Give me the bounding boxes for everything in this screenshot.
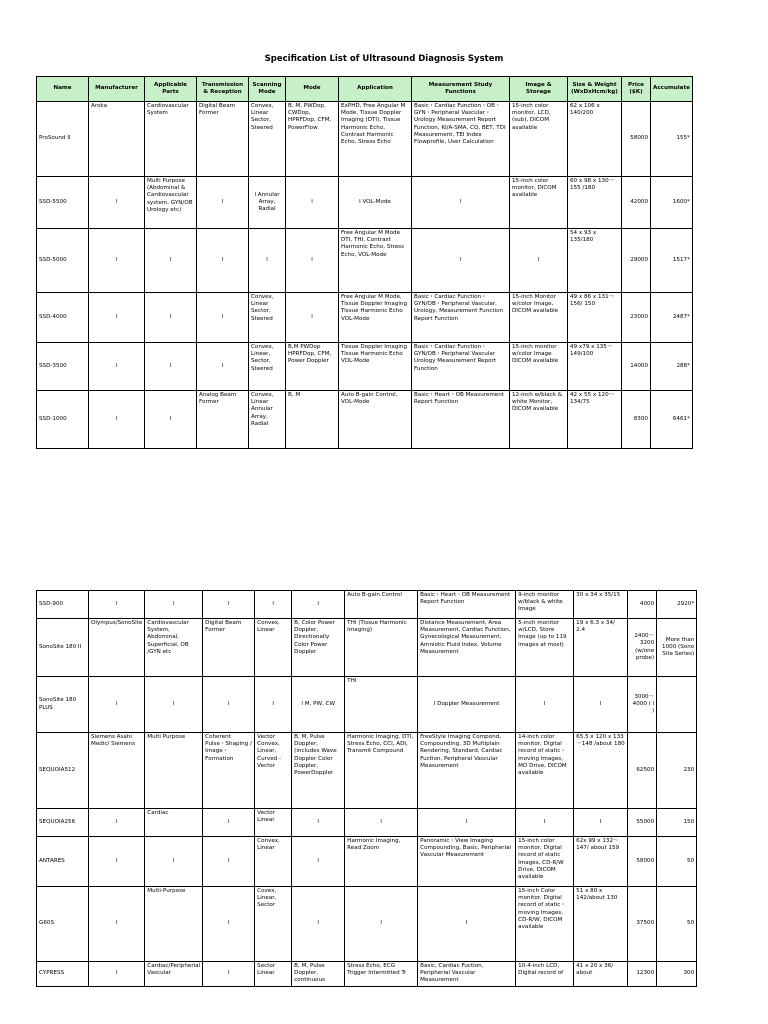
table-cell: Basic・Heart・OB Measurement Report Function bbox=[412, 391, 510, 449]
header-cell: Measurement Study Functions bbox=[412, 77, 510, 102]
table-cell: l M, PW, CW bbox=[292, 677, 345, 733]
table-cell: 1517* bbox=[651, 229, 693, 293]
table-cell: 15-inch color monitor, DICOM available bbox=[510, 177, 568, 229]
spec-table-top bbox=[36, 76, 693, 449]
table-cell: l bbox=[145, 293, 197, 343]
table-cell: SonoSite 180 PLUS bbox=[37, 677, 89, 733]
header-cell: Accumulate bbox=[651, 77, 693, 102]
table-cell: l bbox=[89, 677, 145, 733]
table-row bbox=[37, 809, 697, 837]
table-cell: 62 x 106 x 140/200 bbox=[568, 102, 622, 177]
table-cell: 15-inch Color monitor, Digital record of static・moving Images, CD-R/W, DICOM available bbox=[516, 887, 574, 962]
table-cell: 14-inch color monitor, Digital record of static・moving Images, MO Drive, DICOM available bbox=[516, 733, 574, 809]
table-row bbox=[37, 619, 697, 677]
table-cell: THI (Tissue Harmonic Imaging) bbox=[345, 619, 418, 677]
table-cell: Digital Beam Former bbox=[197, 102, 249, 177]
table-cell: l bbox=[89, 887, 145, 962]
table-cell: l bbox=[510, 229, 568, 293]
table-cell: B, Color Power Doppler, Directionally Color Power Doppler bbox=[292, 619, 345, 677]
table-cell: Harmonic Imaging, Read Zoom bbox=[345, 837, 418, 887]
spec-table-top-body bbox=[37, 102, 693, 449]
table-cell: l bbox=[145, 591, 203, 619]
table-cell: 19 x 6.3 x 34/ 2.4 bbox=[574, 619, 628, 677]
table-cell: 4000 bbox=[628, 591, 657, 619]
table-cell: ExPHD, Free Angular M Mode, Tissue Doppler Imaging (DTI), Tissue Harmonic Echo, Contrast Harmonic Echo, Stress Echo bbox=[339, 102, 412, 177]
table-cell: CYPRESS bbox=[37, 962, 89, 987]
header-cell: Applicable Parts bbox=[145, 77, 197, 102]
table-cell: 49 x79 x 135～149/100 bbox=[568, 343, 622, 391]
table-cell: Auto B-gain Control, VOL-Mode bbox=[339, 391, 412, 449]
table-cell: SSD-1000 bbox=[37, 391, 89, 449]
table-cell: Basic・Heart・OB Measurement Report Function bbox=[418, 591, 516, 619]
table-cell: l bbox=[89, 229, 145, 293]
table-row bbox=[37, 343, 693, 391]
table-cell: l bbox=[516, 809, 574, 837]
table-cell: 42000 bbox=[622, 177, 651, 229]
table-cell: Sector Linear bbox=[255, 962, 292, 987]
table-cell: Multi Purpose (Abdominal & Cardiovascular system, GYN/OB Urology etc) bbox=[145, 177, 197, 229]
table-cell: Olympus/SonoSite bbox=[89, 619, 145, 677]
table-cell: Cardiac bbox=[145, 809, 203, 837]
table-cell: Auto B-gain Control bbox=[345, 591, 418, 619]
table-cell: l bbox=[89, 343, 145, 391]
table-cell: l bbox=[249, 229, 286, 293]
table-cell: Siemens Asahi Medic/ Siemens bbox=[89, 733, 145, 809]
table-row bbox=[37, 677, 697, 733]
table-cell: l bbox=[292, 887, 345, 962]
table-cell: Basic・Cardiac Function・GYN/OB・Peripheral Vascular, Urology, Measurement Function Report Function bbox=[412, 293, 510, 343]
table-cell: SEQUOIA256 bbox=[37, 809, 89, 837]
page-gap bbox=[0, 456, 768, 586]
header-cell: Scanning Mode bbox=[249, 77, 286, 102]
table-cell: 2400～3200 (w/one probe) bbox=[628, 619, 657, 677]
table-cell: 3000～4000 ( l ) bbox=[628, 677, 657, 733]
table-cell: 29000 bbox=[622, 229, 651, 293]
table-cell: B, M, Pulse Doppler, (includes Wave Doppler Color Doppler, PowerDoppler bbox=[292, 733, 345, 809]
table-cell: l bbox=[418, 887, 516, 962]
table-row bbox=[37, 733, 697, 809]
table-cell: Convex, Linear Sector, Steered bbox=[249, 293, 286, 343]
table-cell: l bbox=[412, 177, 510, 229]
header-cell: Mode bbox=[286, 77, 339, 102]
table-cell: 6461* bbox=[651, 391, 693, 449]
table-cell: l bbox=[255, 591, 292, 619]
table-cell: 50 bbox=[657, 837, 697, 887]
table-cell: B,M PWDop HPRFDop, CFM, Power Doppler bbox=[286, 343, 339, 391]
table-cell: SonoSite 180 II bbox=[37, 619, 89, 677]
table-cell: 58000 bbox=[622, 102, 651, 177]
table-cell: l bbox=[145, 677, 203, 733]
table-cell: 230 bbox=[657, 733, 697, 809]
table-cell: 42 x 55 x 120～134/75 bbox=[568, 391, 622, 449]
table-cell: l VOL-Mode bbox=[339, 177, 412, 229]
table-cell: l bbox=[89, 837, 145, 887]
table-cell: Vector Convex, Linear, Curved - Vector bbox=[255, 733, 292, 809]
table-cell: 150 bbox=[657, 809, 697, 837]
table-cell: 54 x 93 x 135/180 bbox=[568, 229, 622, 293]
table-cell: l Doppler Measurement bbox=[418, 677, 516, 733]
table-cell: 300 bbox=[657, 962, 697, 987]
table-cell: Basic・Cardiac Function・OB・GYN・Peripheral Vascular・Urology Measurement Report Function, KI/A-SMA, CQ, BET, TDI Measurement, TEI Index Flowprofile, User Calculation bbox=[412, 102, 510, 177]
table-cell: l bbox=[286, 177, 339, 229]
table-cell: ProSound II bbox=[37, 102, 89, 177]
table-cell bbox=[657, 677, 697, 733]
table-row bbox=[37, 177, 693, 229]
header-cell: Manufacturer bbox=[89, 77, 145, 102]
table-cell: 41 x 20 x 36/ about bbox=[574, 962, 628, 987]
table-cell: Covex, Linear, Sector bbox=[255, 887, 292, 962]
table-cell: l bbox=[286, 229, 339, 293]
table-cell: 12-inch w/black & white Monitor, DICOM available bbox=[510, 391, 568, 449]
table-cell: Digital Beam Former bbox=[203, 619, 255, 677]
table-cell: Analog Beam Former bbox=[197, 391, 249, 449]
header-row bbox=[37, 77, 693, 102]
table-cell: 2487* bbox=[651, 293, 693, 343]
table-cell: Coherent Pulse・Shaping / Image・Formation bbox=[203, 733, 255, 809]
table-cell: 15-inch monitor w/color Image DICOM available bbox=[510, 343, 568, 391]
table-cell: Basic, Cardiac Fuction, Peripherial Vascular Measurement bbox=[418, 962, 516, 987]
table-cell: Stress Echo, ECG Trigger Intermitted Tr bbox=[345, 962, 418, 987]
table-cell: 58000 bbox=[628, 837, 657, 887]
spec-table-bottom-body bbox=[37, 591, 697, 987]
table-cell: 50 bbox=[657, 887, 697, 962]
header-cell: Name bbox=[37, 77, 89, 102]
document-title: Specification List of Ultrasound Diagnosis System bbox=[264, 54, 504, 64]
table-cell: l bbox=[292, 809, 345, 837]
table-cell: 49 x 86 x 131～156/ 150 bbox=[568, 293, 622, 343]
table-cell: l bbox=[197, 229, 249, 293]
table-cell: Harmonic Imaging, DTI, Stress Echo, CCI, ADI, Transmit Compound bbox=[345, 733, 418, 809]
table-row bbox=[37, 887, 697, 962]
table-cell: l bbox=[89, 391, 145, 449]
table-cell: 62500 bbox=[628, 733, 657, 809]
table-cell: SSD-900 bbox=[37, 591, 89, 619]
table-cell: Vector Linear bbox=[255, 809, 292, 837]
table-cell: SSD-4000 bbox=[37, 293, 89, 343]
table-cell: l bbox=[412, 229, 510, 293]
table-cell: l bbox=[197, 293, 249, 343]
table-cell: FreeStyle Imaging Compond, Compounding, 3D Multiplain Rendering, Standard, Cardiac Fuction, Peripheral Vascular Measurement bbox=[418, 733, 516, 809]
table-cell: More than 1000 (Sono Site Series) bbox=[657, 619, 697, 677]
table-cell: l bbox=[255, 677, 292, 733]
table-row bbox=[37, 229, 693, 293]
table-cell: SSD-5500 bbox=[37, 177, 89, 229]
table-cell: 14000 bbox=[622, 343, 651, 391]
table-cell: l bbox=[203, 677, 255, 733]
table-cell: 15-inch color monitor, Digital record of static Images, CD-R/W Drive, DICOM available bbox=[516, 837, 574, 887]
table-cell: 51 x 80 x 142/about 130 bbox=[574, 887, 628, 962]
table-cell: l bbox=[292, 837, 345, 887]
table-cell: Convex, Linear, Sector, Steered bbox=[249, 343, 286, 391]
table-cell: 55000 bbox=[628, 809, 657, 837]
table-cell: Convex, Linear bbox=[255, 837, 292, 887]
table-cell: Cardiovascular System, Abdominal, Superficial, OB /GYN etc bbox=[145, 619, 203, 677]
table-cell: l Annular Array, Radial bbox=[249, 177, 286, 229]
table-cell: l bbox=[345, 809, 418, 837]
table-cell: Basic・Cardiac Function・GYN/OB・Peripheral Vascular Urology Measurement Report Function bbox=[412, 343, 510, 391]
header-cell: Application bbox=[339, 77, 412, 102]
table-cell: 12300 bbox=[628, 962, 657, 987]
table-cell: SSD-5000 bbox=[37, 229, 89, 293]
table-cell: Aroka bbox=[89, 102, 145, 177]
table-cell: l bbox=[345, 887, 418, 962]
table-cell: l bbox=[203, 837, 255, 887]
table-row bbox=[37, 102, 693, 177]
table-cell: B, M, PWDop, CWDop, HPRFDop, CFM, PowerFlow bbox=[286, 102, 339, 177]
table-cell: Panoramic・View Imaging Compounding, Basic, Peripherial Vascular Measurement bbox=[418, 837, 516, 887]
table-cell: 62x 99 x 132～147/ about 159 bbox=[574, 837, 628, 887]
spec-table-bottom bbox=[36, 590, 697, 987]
table-cell: Free Angular M Mode DTI, THI, Contrast Harmonic Echo, Stress Echo, VOL-Mode bbox=[339, 229, 412, 293]
table-cell: l bbox=[89, 809, 145, 837]
table-cell: l bbox=[203, 887, 255, 962]
table-cell: l bbox=[197, 343, 249, 391]
table-cell: l bbox=[197, 177, 249, 229]
table-cell: l bbox=[203, 962, 255, 987]
table-cell: l bbox=[145, 391, 197, 449]
table-cell: Cardiovascular System bbox=[145, 102, 197, 177]
table-row bbox=[37, 591, 697, 619]
table-cell: 1600* bbox=[651, 177, 693, 229]
table-cell: Convex, Linear bbox=[255, 619, 292, 677]
table-row bbox=[37, 293, 693, 343]
table-cell: l bbox=[203, 809, 255, 837]
table-cell: Convex, Linear Annular Array, Radial bbox=[249, 391, 286, 449]
table-cell: l bbox=[145, 837, 203, 887]
table-cell: Distance Measurement, Area Measurement, Cardiac Function, Gynecological Measurement, Amniotic Fluid Index, Volume Measurement bbox=[418, 619, 516, 677]
header-cell: Price ($K) bbox=[622, 77, 651, 102]
table-cell: 155* bbox=[651, 102, 693, 177]
table-cell: l bbox=[89, 177, 145, 229]
table-cell: l bbox=[89, 962, 145, 987]
table-cell: 5-inch monitor w/LCD, Store Image (up to 119 images at most) bbox=[516, 619, 574, 677]
table-cell: l bbox=[286, 293, 339, 343]
table-cell: Multi-Purpose bbox=[145, 887, 203, 962]
table-cell: SSD-3500 bbox=[37, 343, 89, 391]
table-cell: 8300 bbox=[622, 391, 651, 449]
table-row bbox=[37, 962, 697, 987]
table-cell: l bbox=[516, 677, 574, 733]
table-cell: 288* bbox=[651, 343, 693, 391]
table-cell: 37500 bbox=[628, 887, 657, 962]
table-cell: 60 x 98 x 130～155 /180 bbox=[568, 177, 622, 229]
table-cell: l bbox=[89, 591, 145, 619]
table-cell: Free Angular M Mode, Tissue Doppler Imaging Tissue Harmonic Echo VOL-Mode bbox=[339, 293, 412, 343]
table-cell: 10.4-inch LCD, Digital record of bbox=[516, 962, 574, 987]
table-cell: SEQUOIA512 bbox=[37, 733, 89, 809]
table-cell: l bbox=[418, 809, 516, 837]
table-cell: l bbox=[574, 677, 628, 733]
table-cell: THI bbox=[345, 677, 418, 733]
table-cell: B, M bbox=[286, 391, 339, 449]
table-cell: l bbox=[203, 591, 255, 619]
table-cell: ANTARES bbox=[37, 837, 89, 887]
table-cell: l bbox=[89, 293, 145, 343]
table-row bbox=[37, 391, 693, 449]
table-cell: B, M, Pulse Doppler, continuous bbox=[292, 962, 345, 987]
table-cell: l bbox=[145, 343, 197, 391]
table-cell: Multi Purpose bbox=[145, 733, 203, 809]
table-cell: 30 x 34 x 35/15 bbox=[574, 591, 628, 619]
header-cell: Image & Storage bbox=[510, 77, 568, 102]
header-cell: Size & Weight (WxDxHcm/kg) bbox=[568, 77, 622, 102]
header-cell: Transmission & Reception bbox=[197, 77, 249, 102]
table-cell: 15-inch color monitor, LCD, (sub), DICOM available bbox=[510, 102, 568, 177]
table-cell: 23000 bbox=[622, 293, 651, 343]
table-cell: l bbox=[145, 229, 197, 293]
table-cell: Tissue Doppler Imaging Tissue Harmonic Echo VOL-Mode bbox=[339, 343, 412, 391]
table-cell: l bbox=[574, 809, 628, 837]
table-cell: 65.5 x 120 x 133～148 /about 180 bbox=[574, 733, 628, 809]
table-cell: l bbox=[292, 591, 345, 619]
table-cell: Convex, Linear Sector, Steered bbox=[249, 102, 286, 177]
table-cell: G60S bbox=[37, 887, 89, 962]
table-row bbox=[37, 837, 697, 887]
table-cell: Cardiac/Peripherial Vascular bbox=[145, 962, 203, 987]
table-cell: 15-inch Monitor w/color Image, DICOM available bbox=[510, 293, 568, 343]
table-cell: 2920* bbox=[657, 591, 697, 619]
table-cell: 9-inch monitor w/black & white Image bbox=[516, 591, 574, 619]
